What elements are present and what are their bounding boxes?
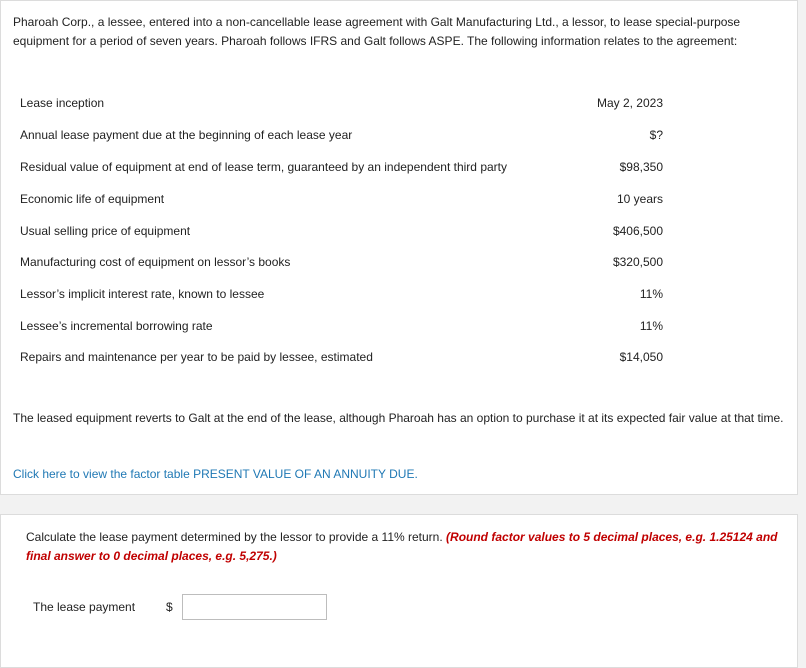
row-value: May 2, 2023 [596,96,663,110]
table-row [20,221,663,241]
table-row [20,252,663,272]
row-value: $406,500 [612,224,663,238]
table-row [20,93,663,113]
rounding-instruction: (Round factor values to 5 decimal places, e.g. 1.25124 and final answer to 0 decimal places, e.g. 5,275.) [26,530,778,563]
problem-intro: Pharoah Corp., a lessee, entered into a non-cancellable lease agreement with Galt Manufacturing Ltd., a lessor, to lease special-purpose equipment for a period of seven years. Pharoah follows IFRS and Galt follows ASPE. The following information relates to the agreement: [13,15,741,48]
table-row [20,189,663,209]
row-value: $98,350 [619,160,663,174]
table-row [20,316,663,336]
question-card [0,514,798,668]
lease-payment-input[interactable] [182,594,327,620]
row-label: Residual value of equipment at end of lease term, guaranteed by an independent third party [20,160,507,174]
row-label: Usual selling price of equipment [20,224,191,238]
row-value: 11% [639,319,663,333]
row-label: Lessee’s incremental borrowing rate [20,319,213,333]
row-label: Lease inception [20,96,105,110]
row-label: Annual lease payment due at the beginning of each lease year [20,128,353,142]
table-row [20,125,663,145]
question-prompt: Calculate the lease payment determined by the lessor to provide a 11% return. [26,530,443,544]
row-label: Economic life of equipment [20,192,165,206]
row-label: Manufacturing cost of equipment on lessor’s books [20,255,291,269]
currency-symbol: $ [166,600,173,614]
row-value: $14,050 [619,350,663,364]
table-row [20,284,663,304]
question-text [26,528,781,566]
row-label: Lessor’s implicit interest rate, known to lessee [20,287,265,301]
table-row [20,157,663,177]
row-value: 11% [639,287,663,301]
row-value: $? [649,128,663,142]
table-row [20,347,663,367]
row-value: $320,500 [612,255,663,269]
answer-label: The lease payment [33,600,136,614]
factor-table-link[interactable]: Click here to view the factor table PRESENT VALUE OF AN ANNUITY DUE. [13,467,418,481]
lease-reversion-note: The leased equipment reverts to Galt at the end of the lease, although Pharoah has an option to purchase it at its expected fair value at that time. [13,411,784,425]
row-value: 10 years [616,192,663,206]
row-label: Repairs and maintenance per year to be paid by lessee, estimated [20,350,373,364]
